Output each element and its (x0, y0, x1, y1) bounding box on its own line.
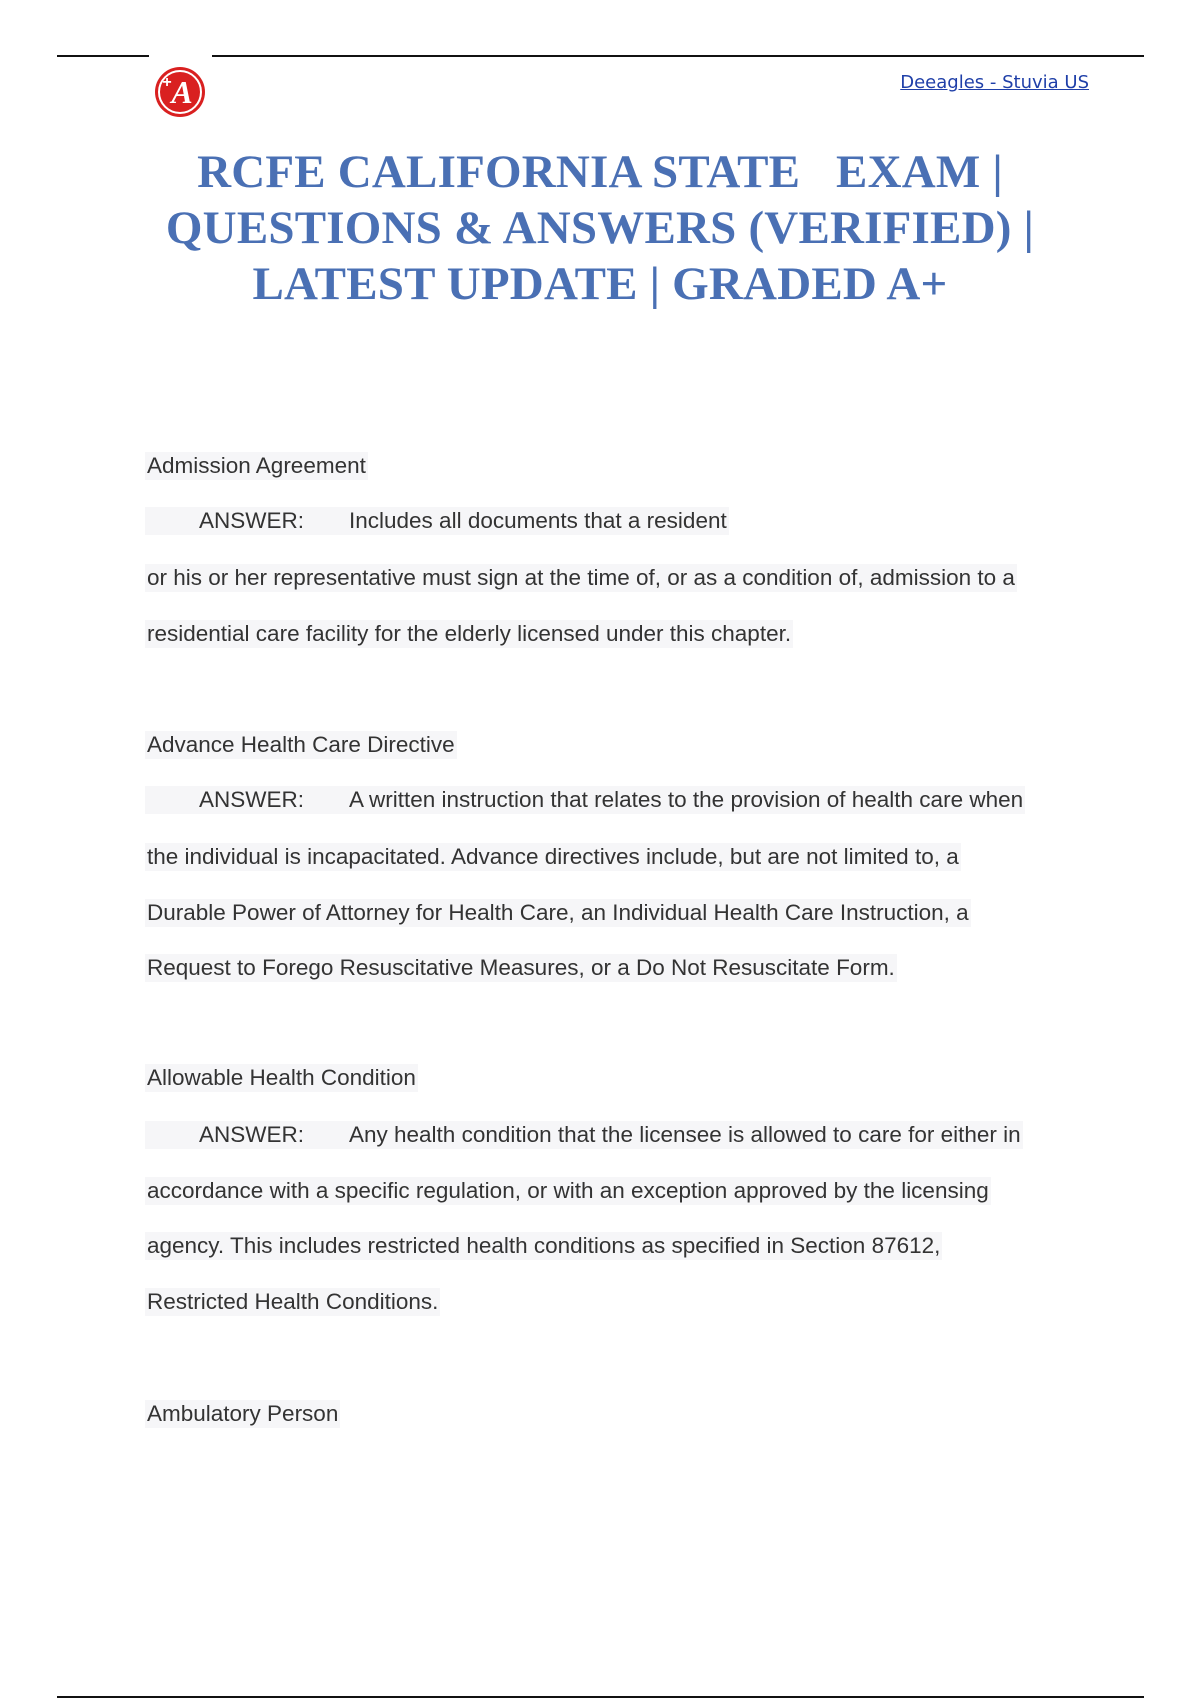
header-rule-left (57, 55, 149, 57)
entry-term: Allowable Health Condition (147, 1065, 416, 1090)
svg-text:A: A (171, 74, 193, 110)
entry-term: Ambulatory Person (147, 1401, 339, 1426)
entry-term: Admission Agreement (147, 453, 366, 478)
answer-label: ANSWER: (199, 508, 305, 533)
title-line: RCFE CALIFORNIA STATE EXAM | (197, 146, 1003, 198)
stuvia-a-plus-logo-icon (153, 65, 207, 119)
answer-text: Any health condition that the licensee is allowed to care for either in (349, 1122, 1021, 1147)
footer-rule (57, 1696, 1144, 1698)
answer-text: Request to Forego Resuscitative Measures, or a Do Not Resuscitate Form. (147, 955, 895, 980)
answer-text: or his or her representative must sign at the time of, or as a condition of, admission to a (147, 565, 1015, 590)
answer-text: agency. This includes restricted health conditions as specified in Section 87612, (147, 1233, 941, 1258)
answer-label: ANSWER: (199, 1122, 305, 1147)
title-line: LATEST UPDATE | GRADED A+ (252, 258, 948, 310)
answer-line (145, 507, 729, 535)
answer-text: residential care facility for the elderly licensed under this chapter. (147, 621, 792, 646)
answer-line (145, 1121, 1023, 1149)
answer-line (145, 786, 1025, 814)
document-title (100, 144, 1100, 312)
answer-text: A written instruction that relates to the provision of health care when (349, 787, 1024, 812)
answer-text: accordance with a specific regulation, or with an exception approved by the licensing (147, 1178, 989, 1203)
entry-term: Advance Health Care Directive (147, 732, 455, 757)
svg-text:+: + (162, 74, 172, 91)
answer-text: the individual is incapacitated. Advance directives include, but are not limited to, a (147, 844, 959, 869)
answer-text: Includes all documents that a resident (349, 508, 727, 533)
answer-text: Durable Power of Attorney for Health Care, an Individual Health Care Instruction, a (147, 900, 969, 925)
header-rule-right (212, 55, 1144, 57)
answer-text: Restricted Health Conditions. (147, 1289, 439, 1314)
author-store-link[interactable]: Deeagles - Stuvia US (900, 72, 1089, 93)
answer-label: ANSWER: (199, 787, 305, 812)
title-line: QUESTIONS & ANSWERS (VERIFIED) | (165, 202, 1035, 254)
